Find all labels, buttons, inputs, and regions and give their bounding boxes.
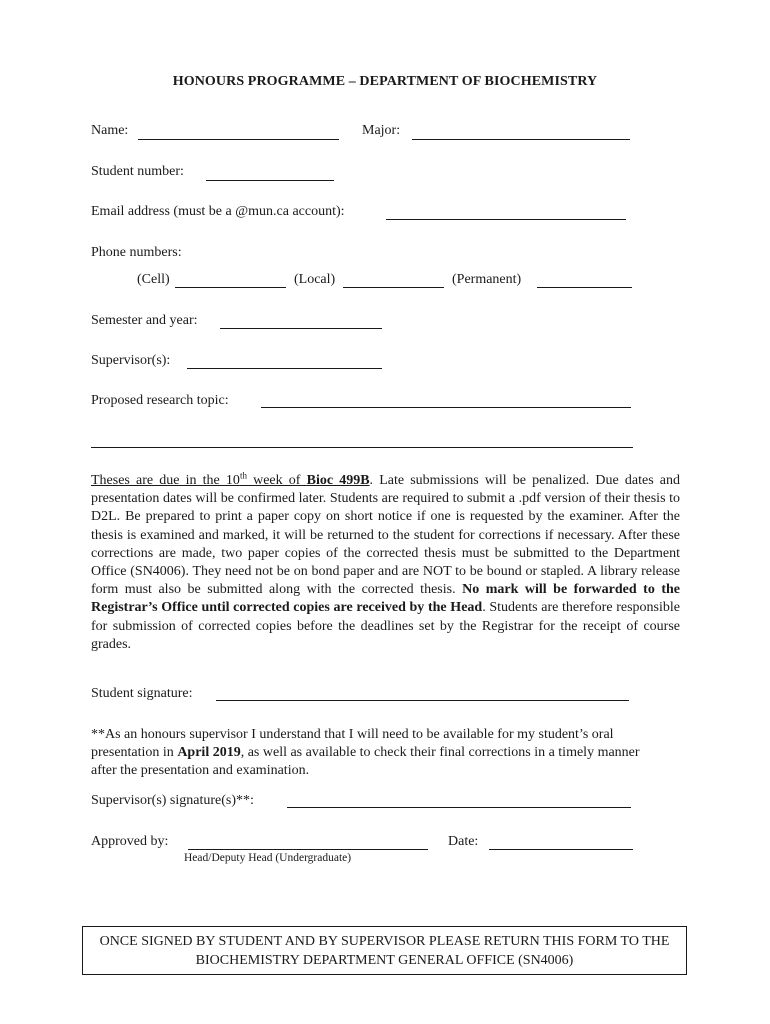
notice-text-1: Theses are due in the 10 — [91, 473, 240, 488]
student-signature-field[interactable] — [216, 700, 629, 701]
student-signature-label: Student signature: — [91, 686, 193, 701]
thesis-notice-paragraph — [91, 472, 680, 654]
notice-superscript: th — [239, 470, 247, 481]
approved-sublabel: Head/Deputy Head (Undergraduate) — [184, 852, 352, 864]
notice-text-2: . Late submissions will be penalized. Due dates and presentation dates will be confirmed later. Students are required to submit a .pdf version of their thesis to D2L. Be prepared to print a paper copy on short notice if one is requested by the examiner. After the thesis is examined and marked, it will be returned to the student for corrections if necessary. After these corrections are made, two paper copies of the corrected thesis must be submitted to the Department Office (SN4006). They need not be on bond paper and are NOT to be bound or stapled. A library release form must also be submitted along with the corrected thesis. — [91, 473, 681, 598]
supervisor-text-2: , as well as available to check their final corrections in a timely manner after the presentation and examination. — [91, 745, 640, 779]
topic-field[interactable] — [261, 407, 631, 408]
date-label: Date: — [448, 834, 479, 849]
name-label: Name: — [91, 123, 129, 138]
topic-label: Proposed research topic: — [91, 393, 229, 408]
approved-label: Approved by: — [91, 834, 169, 849]
supervisor-text-1: **As an honours supervisor I understand that I will need to be available for my student’s oral presentation in — [91, 727, 614, 761]
permanent-label: (Permanent) — [452, 272, 522, 287]
major-field[interactable] — [412, 139, 630, 140]
supervisor-label: Supervisor(s): — [91, 353, 171, 368]
due-date-sentence — [91, 470, 370, 488]
semester-field[interactable] — [220, 328, 382, 329]
form-title: HONOURS PROGRAMME – DEPARTMENT OF BIOCHEMISTRY — [172, 74, 598, 89]
notice-text-3: . Students are therefore responsible for submission of corrected copies before the deadlines set by the Registrar for the receipt of course grades. — [91, 600, 680, 652]
return-notice-box — [82, 926, 687, 975]
supervisor-signature-label: Supervisor(s) signature(s)**: — [91, 793, 254, 808]
local-label: (Local) — [294, 272, 336, 287]
supervisor-notice-paragraph — [91, 726, 666, 781]
cell-label: (Cell) — [137, 272, 170, 287]
email-field[interactable] — [386, 219, 626, 220]
student-number-field[interactable] — [206, 180, 334, 181]
cell-field[interactable] — [175, 287, 286, 288]
student-number-label: Student number: — [91, 164, 184, 179]
supervisor-signature-field[interactable] — [287, 807, 631, 808]
major-label: Major: — [362, 123, 401, 138]
supervisor-field[interactable] — [187, 368, 382, 369]
notice-text-1b: week of — [246, 473, 307, 488]
course-code: Bioc 499B — [306, 473, 370, 488]
presentation-month: April 2019 — [177, 745, 241, 761]
name-field[interactable] — [138, 139, 339, 140]
return-notice-line-2: BIOCHEMISTRY DEPARTMENT GENERAL OFFICE (SN4006) — [195, 953, 574, 968]
notice-bold-text: No mark will be forwarded to the Registrar’s Office until corrected copies are received by the Head — [91, 582, 680, 616]
phone-label: Phone numbers: — [91, 245, 182, 260]
email-label: Email address (must be a @mun.ca account): — [91, 204, 345, 219]
permanent-field[interactable] — [537, 287, 632, 288]
topic-field-line-2[interactable] — [91, 447, 633, 448]
date-field[interactable] — [489, 849, 633, 850]
local-field[interactable] — [343, 287, 444, 288]
approved-field[interactable] — [188, 849, 428, 850]
semester-label: Semester and year: — [91, 313, 198, 328]
return-notice-line-1: ONCE SIGNED BY STUDENT AND BY SUPERVISOR PLEASE RETURN THIS FORM TO THE — [99, 934, 670, 949]
